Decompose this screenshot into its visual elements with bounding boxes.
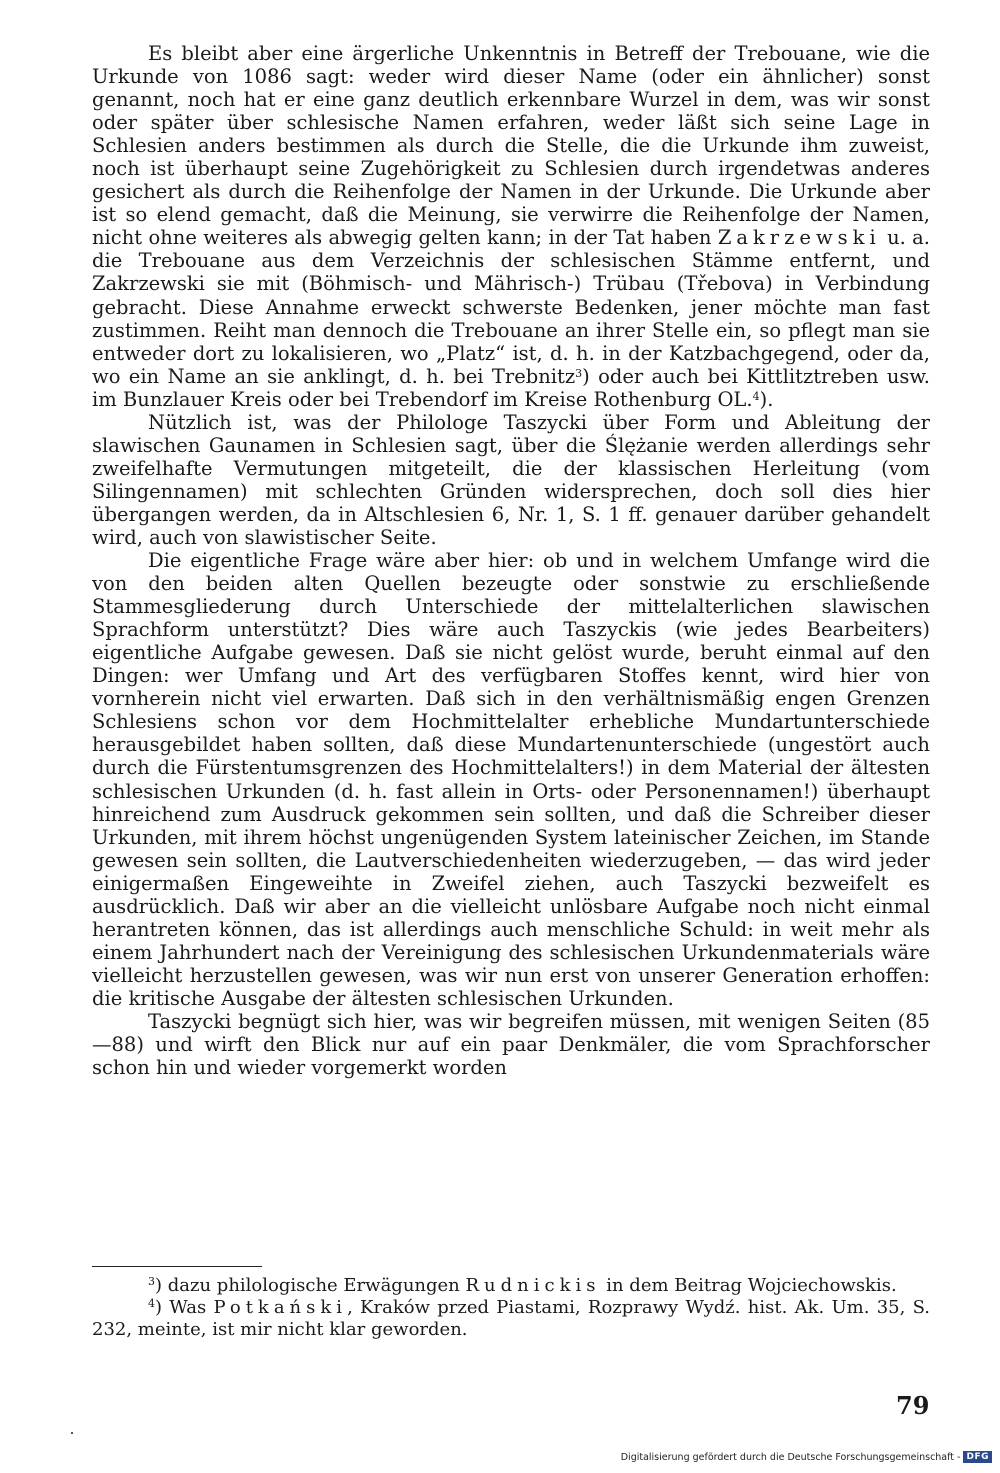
scan-speck (71, 1432, 73, 1434)
main-text (92, 42, 930, 1079)
funding-note-text: Digitalisierung gefördert durch die Deutsche Forschungsgemeinschaft - (620, 1451, 961, 1463)
footnote-ref-3: 3 (575, 366, 583, 380)
page-number: 79 (896, 1391, 930, 1420)
author-name-potkanski: Potkański (213, 1297, 348, 1318)
footnote-ref-4: 4 (752, 389, 760, 403)
footnote-divider (92, 1266, 262, 1267)
paragraph-4: Taszycki begnügt sich hier, was wir begreifen müssen, mit wenigen Seiten (85—88) und wirft den Blick nur auf ein paar Denkmäler, die vom Sprachforscher schon hin und wieder vorgemerkt worden (92, 1009, 930, 1080)
author-name-zakrzewski: Zakrzewski (717, 226, 881, 250)
author-name-rudnicki: Rudnickis (465, 1275, 601, 1296)
funding-note (621, 1451, 992, 1463)
footnotes (92, 1275, 930, 1341)
footnote-3: $^3$) dazu philologische Erwägungen Rudnickis in dem Beitrag Wojciechowskis. (148, 1275, 897, 1296)
dfg-logo-icon: DFG (963, 1451, 992, 1463)
paragraph-2: Nützlich ist, was der Philologe Taszycki über Form und Ableitung der slawischen Gaunamen in Schlesien sagt, über die Ślężanie werden allerdings sehr zweifelhafte Vermutungen mitgeteilt, die der klassischen Herleitung (vom Silingennamen) mit schlechten Gründen widersprechen, doch soll dies hier übergangen werden, da in Altschlesien 6, Nr. 1, S. 1 ff. genauer darüber gehandelt wird, auch von slawistischer Seite. (92, 410, 930, 549)
paragraph-3: Die eigentliche Frage wäre aber hier: ob und in welchem Umfange wird die von den beiden alten Quellen bezeugte oder sonstwie zu erschließende Stammesgliederung durch Unterschiede der mittelalterlichen slawischen Sprachform unterstützt? Dies wäre auch Taszyckis (wie jedes Bearbeiters) eigentliche Aufgabe gewesen. Daß sie nicht gelöst wurde, beruht einmal auf den Dingen: wer Umfang und Art des verfügbaren Stoffes kennt, wird hier von vornherein nicht viel erwarten. Daß sich in den verhältnismäßig engen Grenzen Schlesiens schon vor dem Hochmittelalter erhebliche Mundartunterschiede herausgebildet haben sollten, daß diese Mundartenunterschiede (ungestört auch durch die Fürstentumsgrenzen des Hochmittelalters!) in dem Material der ältesten schlesischen Urkunden (d. h. fast allein in Orts- oder Personennamen!) überhaupt hinreichend zum Ausdruck gekommen sein sollten, und daß die Schreiber dieser Urkunden, mit ihrem höchst ungenügenden System lateinischer Zeichen, im Stande gewesen sein sollten, die Lautverschiedenheiten wiederzugeben, — das wird jeder einigermaßen Eingeweihte in Zweifel ziehen, auch Taszycki bezweifelt es ausdrücklich. Daß wir aber an die vielleicht unlösbare Aufgabe noch nicht einmal herantreten können, das ist allerdings auch menschliche Schuld: in weit mehr als einem Jahrhundert nach der Vereinigung des schlesischen Urkundenmaterials wäre vielleicht herzustellen gewesen, was wir nun erst von unserer Generation erhoffen: die kritische Ausgabe der ältesten schlesischen Urkunden. (92, 549, 930, 1010)
paragraph-1: Es bleibt aber eine ärgerliche Unkenntnis in Betreff der Trebouane, wie die Urkunde von 1086 sagt: weder wird dieser Name (oder ein ähnlicher) sonst genannt, noch hat er eine ganz deutlich erkennbare Wurzel in dem, was wir sonst oder später über schlesische Namen erfahren, weder läßt sich seine Lage in Schlesien anders bestimmen als durch die Stelle, die die Urkunde ihm zuweist, noch ist überhaupt seine Zugehörigkeit zu Schlesien durch irgendetwas anderes gesichert als durch die Reihenfolge der Namen in der Urkunde. Die Urkunde aber ist so elend gemacht, daß die Meinung, sie verwirre die Reihenfolge der Namen, nicht ohne weiteres als abwegig gelten kann; in der Tat haben Zakrzewski u. a. die Trebouane aus dem Verzeichnis der schlesischen Stämme entfernt, und Zakrzewski sie mit (Böhmisch- und Mährisch-) Trübau (Třebova) in Verbindung gebracht. Diese Annahme erweckt schwerste Bedenken, jener möchte man fast zustimmen. Reiht man dennoch die Trebouane an ihrer Stelle ein, so pflegt man sie entweder dort zu lokalisieren, wo „Platz“ ist, d. h. in der Katzbachgegend, oder da, wo ein Name an sie anklingt, d. h. bei Trebnitz$^3$) oder auch bei Kittlitztreben usw. im Bunzlauer Kreis oder bei Trebendorf im Kreise Rothenburg OL.$^4$). (92, 42, 931, 411)
footnote-4: $^4$) Was Potkański, Kraków przed Piastami, Rozprawy Wydź. hist. Ak. Um. 35, S. 232, meinte, ist mir nicht klar geworden. (92, 1297, 931, 1340)
